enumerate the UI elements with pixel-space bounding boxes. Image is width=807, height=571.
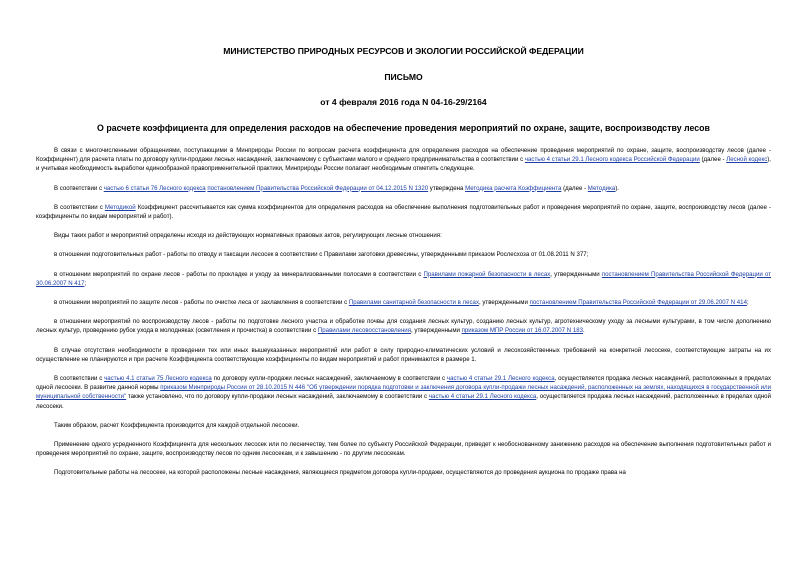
- text: ;: [746, 299, 749, 307]
- link-metodika[interactable]: Методика: [587, 184, 616, 192]
- link-prikaz-446[interactable]: приказом Минприроды России от 28.10.2015 N 446 "Об утверждении порядка подготовки и заключения договора купли-продажи лесных насаждений, расположенных на землях, находящихся в государственной или муниципальной собственности": [36, 384, 772, 401]
- paragraph-6: [36, 270, 771, 288]
- text: (далее -: [561, 184, 588, 192]
- text: ;: [84, 279, 87, 287]
- text: В соответствии с: [54, 203, 105, 211]
- paragraph-7: [36, 298, 771, 307]
- paragraph-4: Виды таких работ и мероприятий определены исходя из действующих нормативных правовых актов, регулирующих лесные отношения:: [54, 232, 442, 240]
- text: Коэффициент рассчитывается как сумма коэффициентов для определения расходов на обеспечение выполнения подготовительных работ и проведения мероприятий по охране, защите, воспроизводству лесов (далее - коэффициенты по видам мероприятий и работ).: [36, 203, 771, 221]
- text: (далее -: [699, 156, 727, 164]
- link-pravila-lesovosstanovleniya[interactable]: Правилами лесовосстановления: [317, 327, 412, 335]
- text: по договору купли-продажи лесных насаждений, заключаемому в соответствии с: [211, 375, 447, 383]
- text: В соответствии с: [54, 375, 105, 383]
- text: , осуществляется продажа лесных насаждений, расположенных в пределах одной лесосеки. В развитие данной нормы: [36, 375, 772, 392]
- link-postanovlenie-414[interactable]: постановлением Правительства Российской Федерации от 29.06.2007 N 414: [529, 299, 747, 307]
- link-article-29-1-part-4[interactable]: частью 4 статьи 29.1 Лесного кодекса: [446, 375, 555, 383]
- text: В связи с многочисленными обращениями, поступающими в Минприроды России по вопросам расчета коэффициента для определения расходов на обеспечение проведения мероприятий по охране, защите, воспроизводству лесов (далее - Коэффициент) для расчета платы по договору купли-продажи лесных насаждений, заключаемому с субъектами малого и среднего предпринимательства в соответствии с: [36, 147, 771, 164]
- paragraph-5: в отношении подготовительных работ - работы по отводу и таксации лесосек в соответствии с Правилами заготовки древесины, утвержденными приказом Рослесхоза от 01.08.2011 N 377;: [54, 251, 589, 259]
- text: , утвержденными: [479, 299, 530, 307]
- text: утверждена: [428, 184, 466, 192]
- paragraph-11: Таким образом, расчет Коэффициента производится для каждой отдельной лесосеки.: [54, 421, 300, 429]
- link-lesnoy-kodeks-29-1[interactable]: частью 4 статьи 29.1 Лесного кодекса Российской Федерации: [524, 156, 700, 164]
- text: В соответствии с: [54, 184, 104, 192]
- paragraph-10: [36, 374, 771, 411]
- text: .: [583, 327, 585, 335]
- link-article-76-part-6[interactable]: частью 6 статьи 76 Лесного кодекса: [103, 184, 206, 192]
- link-metodika-rascheta[interactable]: Методика расчета Коэффициента: [465, 184, 562, 192]
- text: , осуществляется продажа лесных насаждений, расположенных в пределах одной лесосеки.: [36, 393, 771, 410]
- text: в отношении мероприятий по охране лесов - работы по прокладке и уходу за минерализованными полосами в соответствии с: [54, 270, 424, 278]
- text: , утвержденными: [411, 327, 462, 335]
- link-postanovlenie-1320[interactable]: постановлением Правительства Российской Федерации от 04.12.2015 N 1320: [207, 184, 429, 192]
- link-lesnoy-kodeks[interactable]: Лесной кодекс: [726, 156, 768, 164]
- paragraph-9: В случае отсутствия необходимости в проведении тех или иных вышеуказанных мероприятий или работ в силу природно-климатических условий и лесохозяйственных требований на конкретной лесосеке, соответствующие затраты на их осуществление не планируются и при расчете Коэффициента соответствующие коэффициенты по видам мероприятий и работ принимаются в размере 1.: [36, 346, 771, 363]
- paragraph-3: [36, 203, 771, 221]
- text: ), и учитывая необходимость выработки единообразной правоприменительной практики, Минприроды России полагает необходимым отметить следующее.: [36, 156, 771, 173]
- paragraph-12: Применение одного усредненного Коэффициента для нескольких лесосек или по лесничеству, тем более по субъекту Российской Федерации, приведет к необоснованному занижению расходов на обеспечение выполнения подготовительных работ и проведения мероприятий по охране, защите, воспроизводству лесов по одним лесосекам, и к завышению - по другим лесосекам.: [36, 441, 771, 458]
- document-type: ПИСЬМО: [384, 72, 423, 82]
- link-article-75-part-4-1[interactable]: частью 4.1 статьи 75 Лесного кодекса: [104, 375, 212, 383]
- text: ).: [615, 184, 619, 192]
- document-title: О расчете коэффициента для определения расходов на обеспечение проведения мероприятий по охране, защите, воспроизводству лесов: [97, 123, 710, 133]
- text: , утвержденными: [550, 270, 602, 278]
- link-metodikoy[interactable]: Методикой: [104, 203, 136, 211]
- link-postanovlenie-417[interactable]: постановлением Правительства Российской Федерации от 30.06.2007 N 417: [36, 270, 771, 287]
- paragraph-1: [36, 146, 771, 174]
- paragraph-13: Подготовительные работы на лесосеке, на которой расположены лесные насаждения, являющиеся предметом договора купли-продажи, осуществляются до проведения аукциона по продаже права на: [54, 469, 626, 477]
- text: в отношении мероприятий по воспроизводству лесов - работы по подготовке лесного участка и обработке почвы для создания лесных культур, созданию лесных культур, агротехническому уходу за лесными культурами, в том числе дополнению лесных культур, проведению рубок ухода в молодняках (осветления и прочистка) в соответствии с: [36, 318, 771, 335]
- ministry-heading: МИНИСТЕРСТВО ПРИРОДНЫХ РЕСУРСОВ И ЭКОЛОГИИ РОССИЙСКОЙ ФЕДЕРАЦИИ: [223, 46, 584, 56]
- document-date-number: от 4 февраля 2016 года N 04-16-29/2164: [320, 97, 487, 107]
- paragraph-2: [36, 184, 771, 193]
- paragraph-8: [36, 317, 771, 335]
- text: в отношении мероприятий по защите лесов - работы по очистке леса от захламления в соответствии с: [54, 299, 349, 307]
- document: [36, 42, 771, 478]
- link-article-29-1-part-4-second[interactable]: частью 4 статьи 29.1 Лесного кодекса: [428, 393, 537, 401]
- link-prikaz-mpr-183[interactable]: приказом МПР России от 16.07.2007 N 183: [461, 327, 584, 335]
- link-pravila-sanitarnoy[interactable]: Правилами санитарной безопасности в лесах: [348, 299, 479, 307]
- text: также установлено, что по договору купли-продажи лесных насаждений, заключаемому в соответствии с: [126, 393, 429, 401]
- link-pravila-pozharnoy[interactable]: Правилами пожарной безопасности в лесах: [423, 270, 551, 278]
